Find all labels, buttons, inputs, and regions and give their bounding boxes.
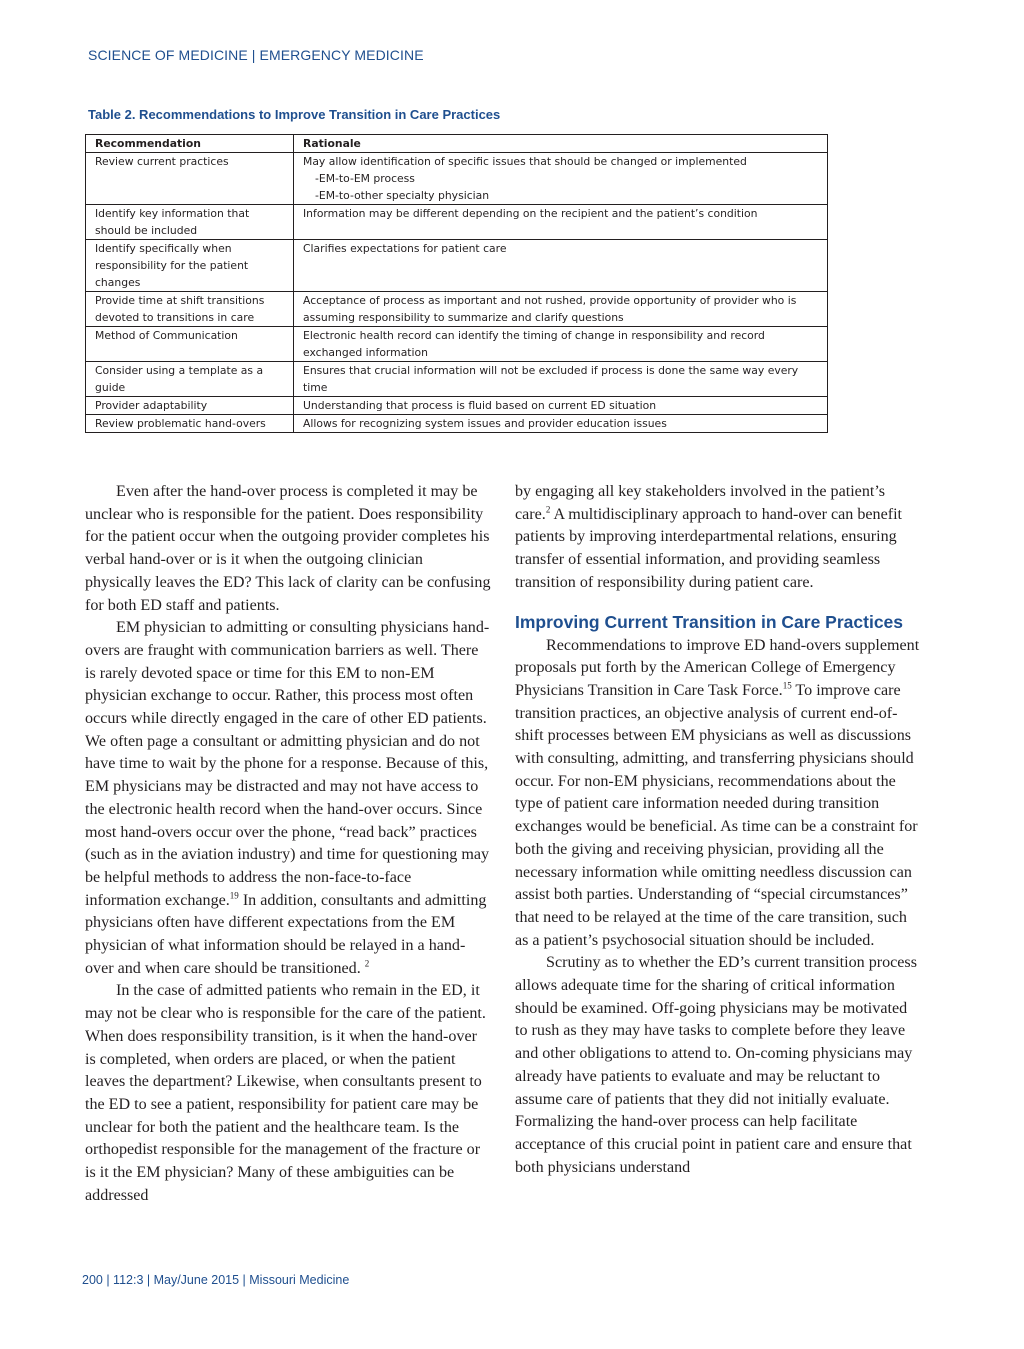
paragraph-text: To improve care transition practices, an objective analysis of current end-of-shift processes between EM physicians as well as discussions with consulting, admitting, and transferring physicians should occur. For non-EM physicians, recommendations about the type of patient care information needed during transition exchanges would be beneficial. As time can be a constraint for both the giving and receiving physician, providing all the necessary information while omitting needless discussion can assist both parties. Understanding of “special circumstances” that need to be relayed at the time of the care transition, such as a patient’s psychosocial situation should be included. bbox=[515, 681, 918, 949]
recommendation-cell: Identify key information that should be included bbox=[86, 205, 294, 240]
table-row bbox=[86, 205, 828, 240]
body-paragraph bbox=[85, 617, 491, 980]
paragraph-text: by engaging all key stakeholders involved in the patient’s care. bbox=[515, 483, 886, 523]
rationale-cell: Acceptance of process as important and not rushed, provide opportunity of provider who is assuming responsibility to summarize and clarify questions bbox=[294, 292, 828, 327]
reference-superscript: 15 bbox=[782, 680, 792, 691]
running-header: SCIENCE OF MEDICINE | EMERGENCY MEDICINE bbox=[88, 47, 424, 63]
column-header-recommendation: Recommendation bbox=[86, 135, 294, 153]
paragraph-text: Recommendations to improve ED hand-overs supplement proposals put forth by the American College of Emergency Physicians Transition in Care Task Force. bbox=[515, 636, 920, 699]
reference-superscript: 2 bbox=[545, 504, 551, 515]
rationale-cell: Ensures that crucial information will not be excluded if process is done the same way every time bbox=[294, 362, 828, 397]
recommendation-cell: Consider using a template as a guide bbox=[86, 362, 294, 397]
rationale-cell bbox=[294, 153, 828, 205]
rationale-text: May allow identification of specific issues that should be changed or implemented bbox=[303, 155, 747, 168]
paragraph-text: EM physician to admitting or consulting physicians hand-overs are fraught with communication barriers as well. There is rarely devoted space or time for this EM to non-EM physician exchange to occur. Rather, this process most often occurs while directly engaged in the care of other ED patients. We often page a consultant or admitting physician and do not have time to wait by the phone for a response. Because of this, EM physicians may be distracted and may not have access to the electronic health record when the hand-over occurs. Since most hand-overs occur over the phone, “read back” practices (such as in the aviation industry) and time for questioning may be helpful methods to address the non-face-to-face information exchange. bbox=[85, 619, 490, 909]
rationale-subitem: -EM-to-EM process bbox=[315, 172, 415, 185]
recommendation-cell: Review problematic hand-overs bbox=[86, 415, 294, 433]
column-header-rationale: Rationale bbox=[294, 135, 828, 153]
table-row bbox=[86, 327, 828, 362]
reference-superscript: 2 bbox=[364, 958, 370, 969]
paragraph-text: A multidisciplinary approach to hand-over can benefit patients by improving interdepartmental relations, ensuring transfer of essential information, and providing seamless transition of responsibility during patient care. bbox=[515, 505, 903, 591]
table-caption: Table 2. Recommendations to Improve Transition in Care Practices bbox=[88, 107, 501, 122]
table-row bbox=[86, 240, 828, 292]
right-column bbox=[515, 481, 921, 1179]
table-row bbox=[86, 362, 828, 397]
body-paragraph: Even after the hand-over process is completed it may be unclear who is responsible for the patient. Does responsibility for the patient occur when the outgoing provider completes his verbal hand-over or is it when the outgoing clinician physically leaves the ED? This lack of clarity can be confusing for both ED staff and patients. bbox=[85, 483, 491, 614]
page-footer: 200 | 112:3 | May/June 2015 | Missouri Medicine bbox=[82, 1273, 350, 1287]
rationale-cell: Information may be different depending on the recipient and the patient’s condition bbox=[294, 205, 828, 240]
paragraph-text: In addition, consultants and admitting physicians often have different expectations from the EM physician of what information should be relayed in a hand-over and when care should be transitioned. bbox=[85, 891, 487, 977]
reference-superscript: 19 bbox=[229, 890, 239, 901]
body-paragraph bbox=[515, 481, 921, 595]
recommendation-cell: Review current practices bbox=[86, 153, 294, 205]
rationale-cell: Allows for recognizing system issues and provider education issues bbox=[294, 415, 828, 433]
left-column bbox=[85, 481, 491, 1208]
body-paragraph: Scrutiny as to whether the ED’s current transition process allows adequate time for the sharing of critical information should be examined. Off-going physicians may be motivated to rush as they may have tasks to complete before they leave and other obligations to attend to. On-coming physicians may already have patients to evaluate and may be reluctant to assume care of patients that they did not initially evaluate. Formalizing the hand-over process can help facilitate acceptance of this crucial point in patient care and ensure that both physicians understand bbox=[515, 954, 917, 1176]
rationale-cell: Understanding that process is fluid based on current ED situation bbox=[294, 397, 828, 415]
body-paragraph bbox=[515, 635, 921, 953]
recommendations-table bbox=[85, 134, 828, 433]
recommendation-cell: Identify specifically when responsibility for the patient changes bbox=[86, 240, 294, 292]
recommendation-cell: Provider adaptability bbox=[86, 397, 294, 415]
table-row bbox=[86, 415, 828, 433]
body-paragraph: In the case of admitted patients who remain in the ED, it may not be clear who is responsible for the care of the patient. When does responsibility transition, is it when the hand-over is completed, when orders are placed, or when the patient leaves the department? Likewise, when consultants present to the ED to see a patient, responsibility for patient care may be unclear for both the patient and the healthcare team. Is the orthopedist responsible for the management of the fracture or is it the EM physician? Many of these ambiguities can be addressed bbox=[85, 982, 486, 1204]
table-row bbox=[86, 153, 828, 205]
rationale-subitem: -EM-to-other specialty physician bbox=[315, 189, 490, 202]
recommendation-cell: Method of Communication bbox=[86, 327, 294, 362]
table-row bbox=[86, 397, 828, 415]
table-row bbox=[86, 292, 828, 327]
rationale-cell: Clarifies expectations for patient care bbox=[294, 240, 828, 292]
rationale-cell: Electronic health record can identify the timing of change in responsibility and record exchanged information bbox=[294, 327, 828, 362]
table-header-row bbox=[86, 135, 828, 153]
recommendation-cell: Provide time at shift transitions devoted to transitions in care bbox=[86, 292, 294, 327]
section-heading: Improving Current Transition in Care Practices bbox=[515, 611, 904, 632]
